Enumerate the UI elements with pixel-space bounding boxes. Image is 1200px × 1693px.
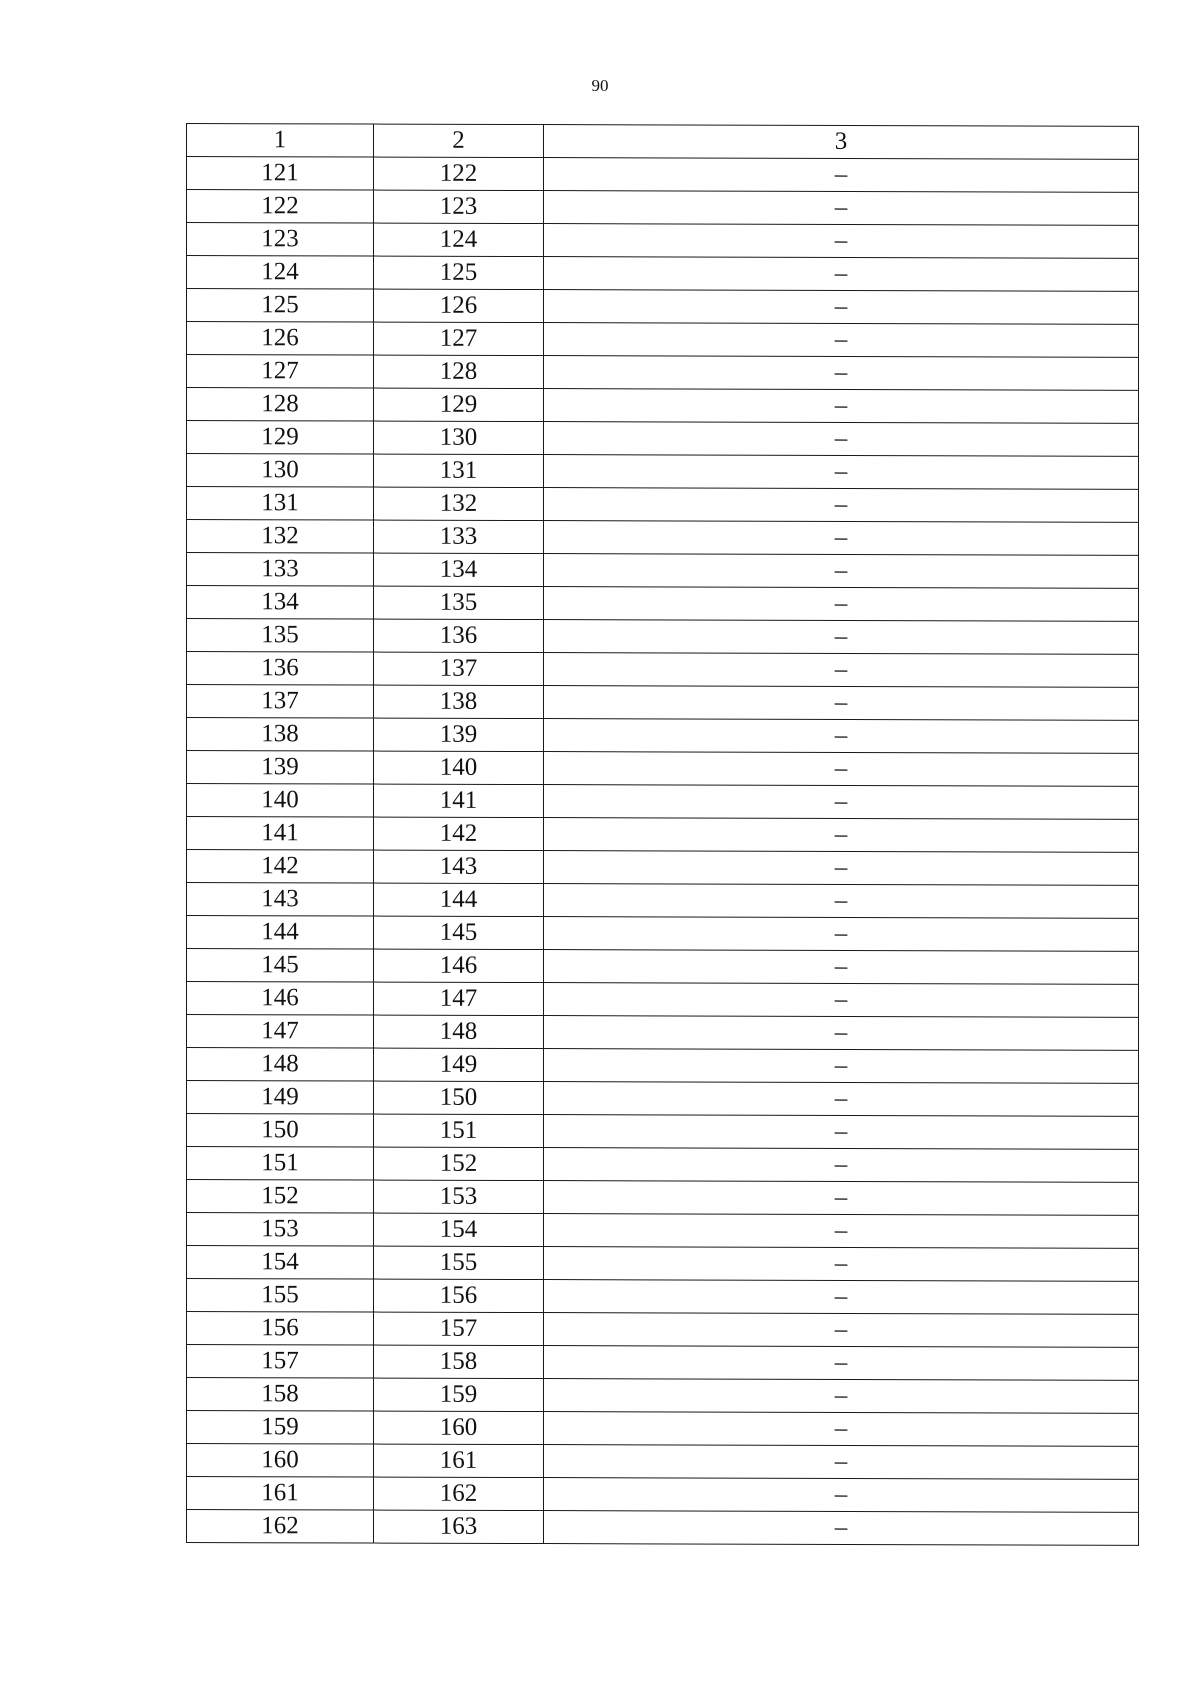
table-cell-col-2: 153: [374, 1180, 544, 1214]
table-cell-col-3: –: [544, 587, 1139, 622]
header-cell-col-2: 2: [374, 124, 544, 158]
table-cell-col-3: –: [544, 686, 1139, 721]
table-row: [187, 883, 1139, 919]
table-row: [187, 1246, 1139, 1282]
table-cell-col-2: 126: [374, 289, 544, 323]
table-cell-col-2: 151: [374, 1114, 544, 1148]
table-row: [187, 1312, 1139, 1348]
table-cell-col-3: –: [544, 917, 1139, 952]
table-row: [187, 619, 1139, 655]
table-cell-col-1: 141: [187, 817, 374, 851]
table-cell-col-1: 133: [187, 553, 374, 587]
table-row: [187, 1048, 1139, 1084]
table-cell-col-3: –: [544, 1214, 1139, 1249]
table-row: [187, 223, 1139, 259]
table-cell-col-3: –: [544, 1247, 1139, 1282]
table-cell-col-1: 162: [187, 1510, 374, 1544]
table-cell-col-3: –: [544, 1082, 1139, 1117]
table-row: [187, 388, 1139, 424]
table-cell-col-2: 162: [374, 1477, 544, 1511]
table-row: [187, 1279, 1139, 1315]
table-cell-col-3: –: [544, 851, 1139, 886]
table-cell-col-1: 156: [187, 1312, 374, 1346]
table-row: [187, 355, 1139, 391]
table-cell-col-3: –: [544, 1412, 1139, 1447]
table-cell-col-3: –: [544, 1445, 1139, 1480]
table-cell-col-3: –: [544, 620, 1139, 655]
table-cell-col-3: –: [544, 1313, 1139, 1348]
table-cell-col-1: 150: [187, 1114, 374, 1148]
table-cell-col-1: 142: [187, 850, 374, 884]
table-cell-col-2: 147: [374, 982, 544, 1016]
table-cell-col-1: 151: [187, 1147, 374, 1181]
table-cell-col-3: –: [544, 785, 1139, 820]
table-row: [187, 751, 1139, 787]
table-cell-col-2: 129: [374, 388, 544, 422]
table-row: [187, 289, 1139, 325]
table-row: [187, 982, 1139, 1018]
table-cell-col-2: 145: [374, 916, 544, 950]
table-cell-col-1: 128: [187, 388, 374, 422]
table-cell-col-3: –: [544, 455, 1139, 490]
table-cell-col-3: –: [544, 1049, 1139, 1084]
table-cell-col-2: 127: [374, 322, 544, 356]
table-row: [187, 1213, 1139, 1249]
table-row: [187, 817, 1139, 853]
table-row: [187, 520, 1139, 556]
table-cell-col-2: 141: [374, 784, 544, 818]
table-cell-col-3: –: [544, 884, 1139, 919]
table-cell-col-1: 131: [187, 487, 374, 521]
table-row: [187, 487, 1139, 523]
table-cell-col-1: 143: [187, 883, 374, 917]
table-cell-col-3: –: [544, 1346, 1139, 1381]
table-row: [187, 190, 1139, 226]
table-cell-col-1: 122: [187, 190, 374, 224]
table-cell-col-2: 154: [374, 1213, 544, 1247]
table-cell-col-2: 132: [374, 487, 544, 521]
table-cell-col-3: –: [544, 1280, 1139, 1315]
table-row: [187, 1510, 1139, 1546]
table-cell-col-3: –: [544, 191, 1139, 226]
table-cell-col-3: –: [544, 818, 1139, 853]
table-cell-col-1: 152: [187, 1180, 374, 1214]
table-cell-col-3: –: [544, 224, 1139, 259]
table-cell-col-1: 144: [187, 916, 374, 950]
table-cell-col-1: 155: [187, 1279, 374, 1313]
table-row: [187, 322, 1139, 358]
table-cell-col-3: –: [544, 1016, 1139, 1051]
table-cell-col-2: 128: [374, 355, 544, 389]
table-cell-col-3: –: [544, 983, 1139, 1018]
table-cell-col-3: –: [544, 554, 1139, 589]
table-row: [187, 256, 1139, 292]
table-cell-col-1: 146: [187, 982, 374, 1016]
table-row: [187, 1477, 1139, 1513]
table-cell-col-1: 158: [187, 1378, 374, 1412]
table-cell-col-2: 156: [374, 1279, 544, 1313]
table-cell-col-1: 125: [187, 289, 374, 323]
table-cell-col-3: –: [544, 653, 1139, 688]
table-cell-col-2: 144: [374, 883, 544, 917]
table-cell-col-3: –: [544, 323, 1139, 358]
table-cell-col-2: 140: [374, 751, 544, 785]
table-cell-col-2: 139: [374, 718, 544, 752]
table-cell-col-1: 160: [187, 1444, 374, 1478]
table-cell-col-3: –: [544, 290, 1139, 325]
table-cell-col-2: 150: [374, 1081, 544, 1115]
table-cell-col-2: 122: [374, 157, 544, 191]
table-row: [187, 1081, 1139, 1117]
data-table: [186, 123, 1139, 1546]
table-cell-col-1: 127: [187, 355, 374, 389]
table-cell-col-1: 134: [187, 586, 374, 620]
table-cell-col-3: –: [544, 1181, 1139, 1216]
table-cell-col-1: 159: [187, 1411, 374, 1445]
table-cell-col-2: 142: [374, 817, 544, 851]
table-cell-col-2: 161: [374, 1444, 544, 1478]
table-cell-col-1: 140: [187, 784, 374, 818]
table-row: [187, 157, 1139, 193]
table-row: [187, 1411, 1139, 1447]
table-cell-col-1: 149: [187, 1081, 374, 1115]
table-cell-col-2: 136: [374, 619, 544, 653]
table-row: [187, 421, 1139, 457]
page-number: 90: [591, 76, 609, 95]
table-cell-col-3: –: [544, 752, 1139, 787]
table-cell-col-3: –: [544, 719, 1139, 754]
table-cell-col-1: 157: [187, 1345, 374, 1379]
table-cell-col-1: 132: [187, 520, 374, 554]
table-cell-col-1: 145: [187, 949, 374, 983]
table-cell-col-2: 160: [374, 1411, 544, 1445]
table-cell-col-3: –: [544, 1478, 1139, 1513]
table-row: [187, 949, 1139, 985]
table-cell-col-2: 137: [374, 652, 544, 686]
table-row: [187, 652, 1139, 688]
table-cell-col-1: 136: [187, 652, 374, 686]
table-row: [187, 718, 1139, 754]
table-cell-col-2: 138: [374, 685, 544, 719]
table-cell-col-2: 158: [374, 1345, 544, 1379]
table-cell-col-1: 129: [187, 421, 374, 455]
table-row: [187, 586, 1139, 622]
table-cell-col-1: 130: [187, 454, 374, 488]
table-row: [187, 1180, 1139, 1216]
table-cell-col-3: –: [544, 257, 1139, 292]
table-row: [187, 553, 1139, 589]
header-cell-col-3: 3: [544, 125, 1139, 160]
table-cell-col-2: 135: [374, 586, 544, 620]
table-cell-col-1: 123: [187, 223, 374, 257]
table-cell-col-2: 143: [374, 850, 544, 884]
table-row: [187, 850, 1139, 886]
table-cell-col-3: –: [544, 488, 1139, 523]
table-cell-col-1: 138: [187, 718, 374, 752]
table-cell-col-2: 152: [374, 1147, 544, 1181]
table-cell-col-2: 159: [374, 1378, 544, 1412]
table-row: [187, 1147, 1139, 1183]
table-row: [187, 685, 1139, 721]
table-cell-col-2: 163: [374, 1510, 544, 1544]
table-cell-col-3: –: [544, 1115, 1139, 1150]
table-cell-col-3: –: [544, 950, 1139, 985]
table-cell-col-2: 149: [374, 1048, 544, 1082]
table-row: [187, 1015, 1139, 1051]
table-cell-col-3: –: [544, 356, 1139, 391]
table-cell-col-3: –: [544, 1379, 1139, 1414]
table-cell-col-3: –: [544, 389, 1139, 424]
table-cell-col-1: 154: [187, 1246, 374, 1280]
table-row: [187, 784, 1139, 820]
table-cell-col-2: 134: [374, 553, 544, 587]
table-header-row: [187, 124, 1139, 160]
table-cell-col-2: 124: [374, 223, 544, 257]
table-cell-col-2: 133: [374, 520, 544, 554]
table-cell-col-1: 135: [187, 619, 374, 653]
table-cell-col-2: 131: [374, 454, 544, 488]
header-cell-col-1: 1: [187, 124, 374, 158]
table-row: [187, 1345, 1139, 1381]
table-cell-col-1: 147: [187, 1015, 374, 1049]
table-cell-col-3: –: [544, 422, 1139, 457]
table-cell-col-1: 126: [187, 322, 374, 356]
table-cell-col-1: 121: [187, 157, 374, 191]
table-row: [187, 454, 1139, 490]
table-row: [187, 1114, 1139, 1150]
table-cell-col-1: 153: [187, 1213, 374, 1247]
table-cell-col-3: –: [544, 1148, 1139, 1183]
table-cell-col-1: 124: [187, 256, 374, 290]
table-cell-col-2: 130: [374, 421, 544, 455]
table-row: [187, 916, 1139, 952]
table-row: [187, 1444, 1139, 1480]
table-cell-col-3: –: [544, 1511, 1139, 1546]
table-cell-col-2: 157: [374, 1312, 544, 1346]
table-cell-col-3: –: [544, 158, 1139, 193]
table-cell-col-3: –: [544, 521, 1139, 556]
table-cell-col-2: 125: [374, 256, 544, 290]
table-cell-col-1: 148: [187, 1048, 374, 1082]
table-cell-col-1: 137: [187, 685, 374, 719]
table-cell-col-2: 123: [374, 190, 544, 224]
table-cell-col-2: 155: [374, 1246, 544, 1280]
table-cell-col-2: 148: [374, 1015, 544, 1049]
table-cell-col-1: 139: [187, 751, 374, 785]
table-row: [187, 1378, 1139, 1414]
table-cell-col-2: 146: [374, 949, 544, 983]
table-cell-col-1: 161: [187, 1477, 374, 1511]
